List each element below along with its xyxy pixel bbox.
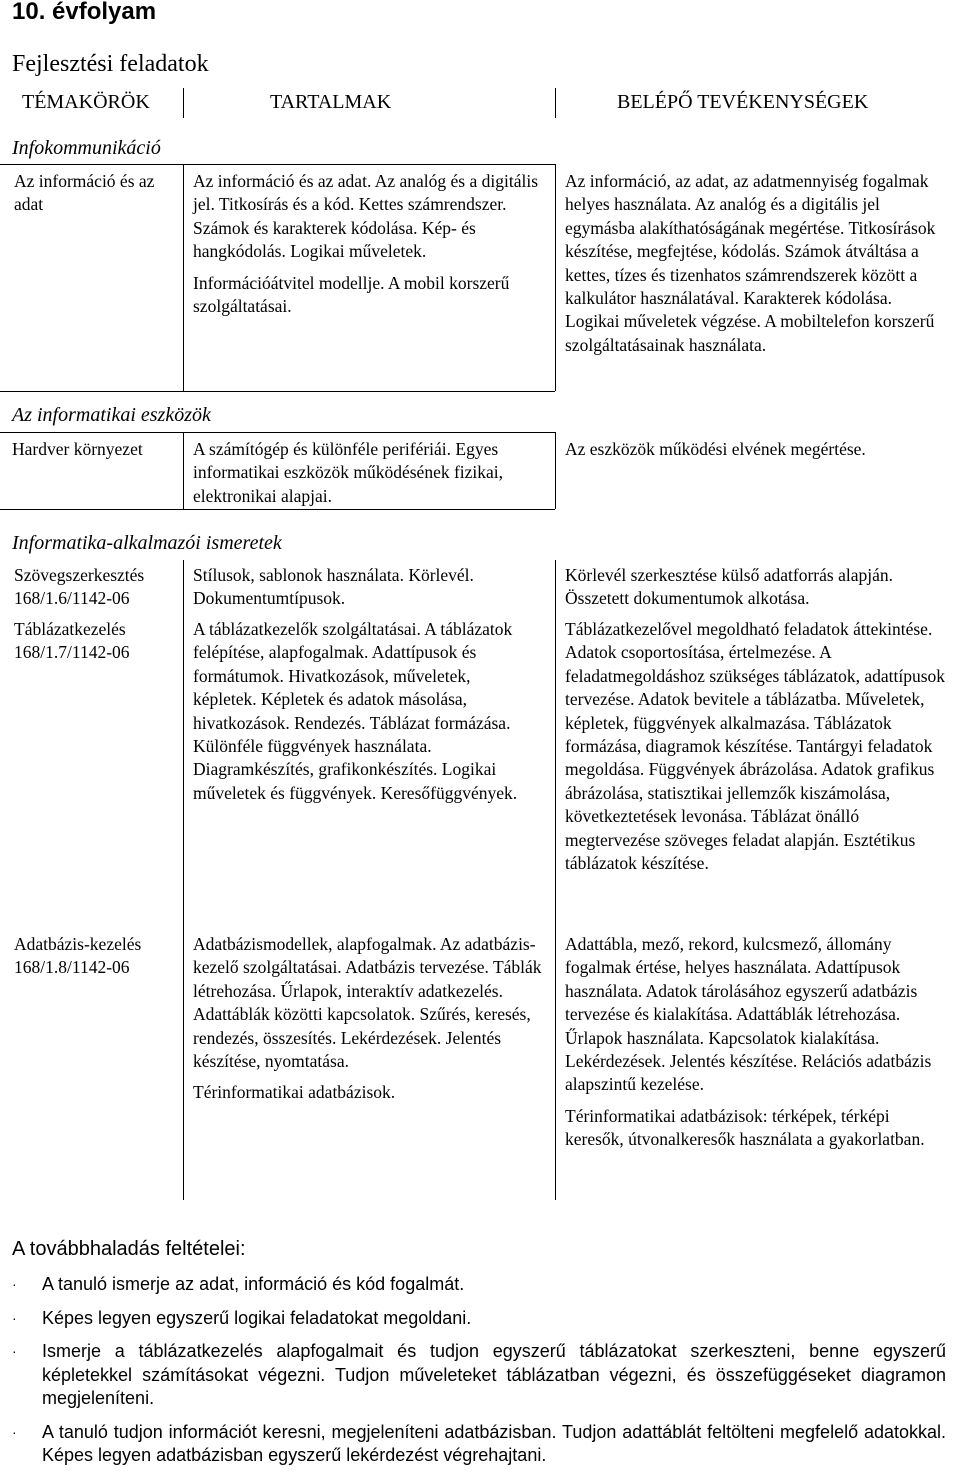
list-item: [12, 1421, 946, 1468]
topic-code: 168/1.8/1142-06: [14, 957, 130, 978]
row-topic-database: [14, 933, 179, 980]
list-item-text: A tanuló tudjon információt keresni, megjeleníteni adatbázisban. Tudjon adattáblát feltölteni megfelelő adatokkal. Képes legyen adatbázisban egyszerű lekérdezést végrehajtani.: [42, 1421, 946, 1465]
row-topic-hardware: [12, 438, 187, 461]
topic-label: Szövegszerkesztés: [14, 565, 145, 585]
column-header-topics: TÉMAKÖRÖK: [22, 91, 150, 113]
bullet-icon: ·: [12, 1309, 17, 1326]
column-header-activities: BELÉPŐ TEVÉKENYSÉGEK: [617, 91, 869, 113]
topic-label: Táblázatkezelés: [14, 619, 126, 639]
row-activities-database: [565, 933, 945, 1152]
cell-divider: [555, 432, 556, 509]
content-paragraph: Stílusok, sablonok használata. Körlevél. Dokumentumtípusok.: [193, 565, 474, 609]
column-header-content: TARTALMAK: [270, 91, 392, 113]
row-content-information: [193, 170, 543, 318]
content-paragraph: A táblázatkezelők szolgáltatásai. A táblázatok felépítése, alapfogalmak. Adattípusok és formátumok. Hivatkozások, műveletek, képletek. Képletek és adatok másolása, hivatkozások. Rendezés. Táblázat formázása. Különféle függvények használata. Diagramkészítés, grafikonkészítés. Logikai műveletek és függvények. Keresőfüggvények.: [193, 619, 518, 803]
row-activities-wordprocessing: [565, 564, 945, 611]
topic-label: Az információ és az adat: [14, 171, 155, 215]
row-content-spreadsheet: [193, 618, 528, 805]
content-paragraph: Információátvitel modellje. A mobil korszerű szolgáltatásai.: [193, 272, 510, 317]
column-divider: [555, 88, 556, 118]
advancement-heading: A továbbhaladás feltételei:: [12, 1238, 246, 1260]
list-item: [12, 1307, 946, 1331]
topic-code: 168/1.7/1142-06: [14, 642, 130, 663]
section-heading-apps: Informatika-alkalmazói ismeretek: [12, 532, 282, 554]
activities-paragraph: Az eszközök működési elvének megértése.: [565, 439, 866, 459]
content-paragraph: Az információ és az adat. Az analóg és a digitális jel. Titkosírás és a kód. Kettes számrendszer. Számok és karakterek kódolása. Kép- és hangkódolás. Logikai műveletek.: [193, 171, 539, 262]
cell-divider: [183, 164, 184, 391]
advancement-list: [12, 1273, 946, 1478]
list-item-text: Ismerje a táblázatkezelés alapfogalmait és tudjon egyszerű táblázatokat szerkeszteni, benne egyszerű képletekkel számításokat végezni. Tudjon műveleteket táblázatban végezni, és összefüggéseket diagramon megjeleníteni.: [42, 1341, 946, 1408]
section-heading-tools: Az informatikai eszközök: [12, 404, 211, 426]
row-topic-spreadsheet: [14, 618, 179, 665]
activities-paragraph: Az információ, az adat, az adatmennyiség fogalmak helyes használata. Az analóg és a digitális jel egymásba alakíthatóságának megértése. Titkosírások készítése, megfejtése, kódolás. Számok átváltása a kettes, tízes és tizenhatos számrendszerek között a kalkulátor használatával. Karakterek kódolása. Logikai műveletek végzése. A mobiltelefon korszerű szolgáltatásainak használata.: [565, 171, 936, 355]
content-paragraph: Adatbázismodellek, alapfogalmak. Az adatbázis-kezelő szolgáltatásai. Adatbázis tervezése. Táblák létrehozása. Űrlapok, interaktív adatkezelés. Adattáblák közötti kapcsolatok. Szűrés, keresés, rendezés, összesítés. Lekérdezések. Jelentés készítése, nyomtatása.: [193, 934, 542, 1072]
row-activities-information: [565, 170, 945, 357]
content-paragraph: A számítógép és különféle perifériái. Egyes informatikai eszközök működésének fizikai, elektronikai alapjai.: [193, 439, 504, 506]
row-topic-wordprocessing: [14, 564, 179, 611]
cell-divider: [183, 560, 184, 1200]
topic-code: 168/1.6/1142-06: [14, 588, 130, 609]
list-item: [12, 1340, 946, 1411]
activities-paragraph: Térinformatikai adatbázisok: térképek, térképi keresők, útvonalkeresők használata a gyakorlatban.: [565, 1105, 925, 1150]
bullet-icon: ·: [12, 1343, 17, 1359]
list-item: [12, 1273, 946, 1297]
row-activities-spreadsheet: [565, 618, 945, 875]
list-item-text: A tanuló ismerje az adat, információ és kód fogalmát.: [42, 1274, 465, 1294]
cell-divider: [555, 560, 556, 1200]
list-item-text: Képes legyen egyszerű logikai feladatokat megoldani.: [42, 1307, 472, 1328]
page-subtitle: Fejlesztési feladatok: [12, 51, 209, 77]
bullet-icon: ·: [12, 1276, 17, 1292]
row-topic-information: [14, 170, 179, 217]
row-activities-hardware: [565, 438, 945, 461]
content-paragraph: Térinformatikai adatbázisok.: [193, 1082, 396, 1103]
cell-divider: [555, 164, 556, 391]
activities-paragraph: Körlevél szerkesztése külső adatforrás alapján. Összetett dokumentumok alkotása.: [565, 565, 893, 609]
section-heading-infocomm: Infokommunikáció: [12, 137, 161, 159]
activities-paragraph: Táblázatkezelővel megoldható feladatok áttekintése. Adatok csoportosítása, értelmezése. A feladatmegoldáshoz szükséges táblázatok, adattípusok tervezése. Adatok bevitele a táblázatba. Műveletek, képletek, függvények alkalmazása. Táblázatok formázása, diagramok készítése. Tantárgyi feladatok megoldása. Függvények ábrázolása. Adatok grafikus ábrázolása, statisztikai jellemzők kiszámolása, következtetések levonása. Táblázat önálló megtervezése szöveges feladat alapján. Esztétikus táblázatok készítése.: [565, 619, 946, 874]
page-title: 10. évfolyam: [12, 0, 157, 25]
row-content-wordprocessing: [193, 564, 543, 611]
bullet-icon: ·: [12, 1423, 17, 1440]
topic-label: Adatbázis-kezelés: [14, 934, 142, 954]
topic-label: Hardver környezet: [12, 439, 143, 459]
row-content-database: [193, 933, 543, 1105]
activities-paragraph: Adattábla, mező, rekord, kulcsmező, állomány fogalmak értése, helyes használata. Adattípusok használata. Adatok tárolásához egyszerű adatbázis tervezése és kialakítása. Adattáblák létrehozása. Űrlapok használata. Kapcsolatok kialakítása. Lekérdezések. Jelentés készítése. Relációs adatbázis alapszintű kezelése.: [565, 934, 932, 1095]
row-content-hardware: [193, 438, 543, 508]
column-divider: [183, 88, 184, 118]
